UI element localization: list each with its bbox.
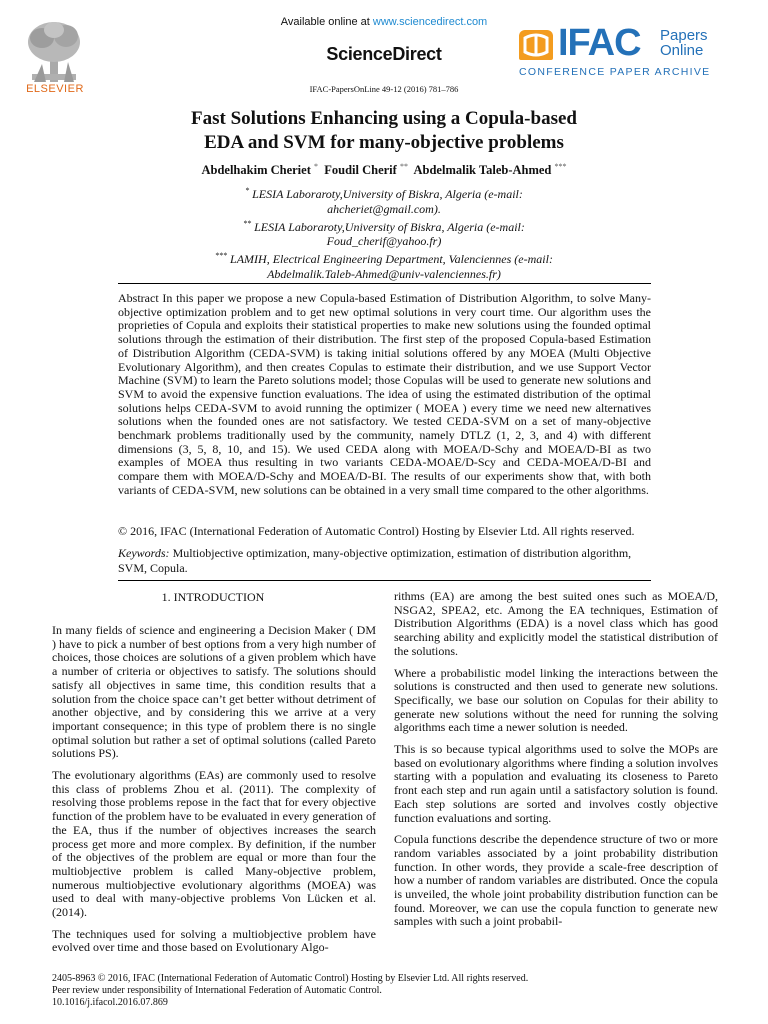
body-paragraph: rithms (EA) are among the best suited ones such as MOEA/D, NSGA2, SPEA2, etc. Among the EA techniques, Estimation of Distribution Algorithms (EDA) is a novel class which has good searching ability and explicitly model the statistical distribution of the solutions. <box>394 589 718 658</box>
author-mark: ** <box>399 162 408 171</box>
affiliation-email: Foud_cherif@yahoo.fr) <box>326 234 442 249</box>
paper-title <box>0 107 768 155</box>
body-paragraph: Copula functions describe the dependence structure of two or more random variables associated by a joint probability distribution function. In other words, they provide a scale-free description of how a number of random variables are distributed. Once the copula is unveiled, the whole joint probability distribution function can be found. Moreover, we can use the copula function to generate new samples with such a joint probabil- <box>394 832 718 929</box>
section-heading: 1. INTRODUCTION <box>161 590 265 604</box>
elsevier-wordmark: ELSEVIER <box>26 83 84 95</box>
author-mark: * <box>313 162 318 171</box>
affiliation-email: ahcheriet@gmail.com). <box>327 201 441 216</box>
affiliation-list <box>0 184 768 282</box>
ifac-archive-tagline: CONFERENCE PAPER ARCHIVE <box>519 66 711 78</box>
affiliation-mark: * <box>245 186 250 195</box>
journal-reference: IFAC-PapersOnLine 49-12 (2016) 781–786 <box>309 84 459 94</box>
author-list <box>0 162 768 178</box>
right-column <box>394 590 718 937</box>
affiliation-email: Abdelmalik.Taleb-Ahmed@univ-valenciennes.fr) <box>267 266 501 281</box>
keywords-text: Multiobjective optimization, many-objective optimization, estimation of distribution algorithm, SVM, Copula. <box>118 546 632 575</box>
author-name: Foudil Cherif <box>324 163 397 178</box>
divider <box>118 283 651 284</box>
copyright-notice: © 2016, IFAC (International Federation of Automatic Control) Hosting by Elsevier Ltd. All rights reserved. <box>118 524 635 538</box>
paper-title-line2: EDA and SVM for many-objective problems <box>204 132 564 153</box>
divider <box>118 580 651 581</box>
ifac-emblem-icon <box>519 30 553 60</box>
left-column <box>52 624 376 963</box>
footer-doi: 10.1016/j.ifacol.2016.07.869 <box>52 997 168 1008</box>
body-paragraph: Where a probabilistic model linking the interactions between the solutions is constructed and then used to generate new solutions. Specifically, we base our solution on Copulas for their ability to generate new solutions without the need for running the solving algorithms each time a newer solution is needed. <box>394 665 718 735</box>
body-paragraph: In many fields of science and engineering a Decision Maker ( DM ) have to pick a number of best options from a very high number of choices, those choices are solutions of a given problem which have a number of criteria or objectives to satisfy. The solutions should satisfy all objectives in same time, this condition results that a solution from the choice space can’t get better without detriment of another objective, and by considering this we arrive at a very important consequence; in this type of problem there is no single optimal solution but rather a set of optimal solutions (called Pareto solutions PS). <box>52 623 376 761</box>
affiliation-mark: *** <box>215 251 228 261</box>
author-mark: *** <box>554 162 567 171</box>
ifac-papers-line1: Papers <box>660 27 708 44</box>
availability-prefix: Available online at <box>280 16 373 28</box>
keywords-label: Keywords: <box>118 546 170 560</box>
abstract: Abstract In this paper we propose a new Copula-based Estimation of Distribution Algorithm, to solve Many-objective optimization problem and to get new optimal solutions in very court time. Our algorithm uses the proprieties of Copula and exploits their statistical properties to make new solutions using the founded optimal solutions through the estimation of their distribution. The first step of the proposed Copula-based Estimation of Distribution Algorithm (CEDA-SVM) is taking initial solutions offered by any MOEA (Multi Objective Evolutionary Algorithm), and then creates Copulas to estimate their distribution, and we use Support Vector Machine (SVM) to learn the Pareto solutions model; those Copulas will be used to generate new solutions and SVM to avoid the expensive function evaluations. The idea of using the estimated distribution of the optimal solutions helps CEDA-SVM to avoid running the optimizer ( MOEA ) every time we need new alternatives solutions when the founded ones are not satisfactory. We tested CEDA-SVM on a set of many-objective benchmark problems traditionally used by the community, namely DTLZ (1, 2, 3, and 4) with different dimensions (3, 5, 8, 10, and 15). We used CEDA along with MOEA/D-Schy and MOEA/D-BI as two examples of MOEA thus resulting in two variants CEDA-MOAE/D-Scy and CEDA-MOEA/D-BI and compare them with MOEA/D-Schy and MOEA/D-BI. The results of our experiments show that, with both variants of CEDA-SVM, new solutions can be obtained in a very small time compared to the other algorithms. <box>118 291 651 497</box>
affiliation-line: ** LESIA Laboraroty,University of Biskra, Algeria (e-mail: <box>243 218 525 234</box>
affiliation-mark: ** <box>243 218 252 228</box>
keywords <box>118 546 651 575</box>
affiliation-line: * LESIA Laboraroty,University of Biskra, Algeria (e-mail: <box>245 186 523 201</box>
author-name: Abdelmalik Taleb-Ahmed <box>413 163 552 178</box>
footer-peer-review: Peer review under responsibility of International Federation of Automatic Control. <box>52 985 382 996</box>
affiliation-line: *** LAMIH, Electrical Engineering Department, Valenciennes (e-mail: <box>215 251 553 267</box>
ifac-wordmark: IFAC <box>558 22 641 64</box>
ifac-papers-online <box>660 28 708 58</box>
sciencedirect-link[interactable]: www.sciencedirect.com <box>372 16 488 28</box>
body-paragraph: The techniques used for solving a multiobjective problem have evolved over time and those based on Evolutionary Algo- <box>52 926 376 955</box>
sciencedirect-brand: ScienceDirect <box>326 44 442 64</box>
ifac-papers-line2: Online <box>660 42 704 59</box>
page-footer <box>52 973 732 1009</box>
availability-line <box>0 16 768 28</box>
body-paragraph: This is so because typical algorithms used to solve the MOPs are based on evolutionary algorithms where finding a solution involves starting with a population and evaluating its closeness to Pareto front each step and run again until a satisfactory solution is found. Each step solutions are sorted and involves costly objective function evaluations and sorting. <box>394 742 718 825</box>
body-paragraph: The evolutionary algorithms (EAs) are commonly used to resolve this class of problems Zhou et al. (2011). The complexity of resolving those problems repose in the fact that for every objective function of the problem have to be evaluated in every generation of the EA, thus if the number of objectives increases the search process get more and more complex. By definition, if the number of the objectives of the problem are equal or more than four the multiobjective problem is called Many-objective problem, numerous multiobjective evolutionary algorithms (MOEA) was used to deal with many-objective problems Von Lücken et al. (2014). <box>52 768 376 920</box>
paper-title-line1: Fast Solutions Enhancing using a Copula-based <box>191 108 577 129</box>
author-name: Abdelhakim Cheriet <box>201 163 311 178</box>
footer-issn: 2405-8963 © 2016, IFAC (International Federation of Automatic Control) Hosting by Elsevier Ltd. All rights reserved. <box>52 973 529 984</box>
